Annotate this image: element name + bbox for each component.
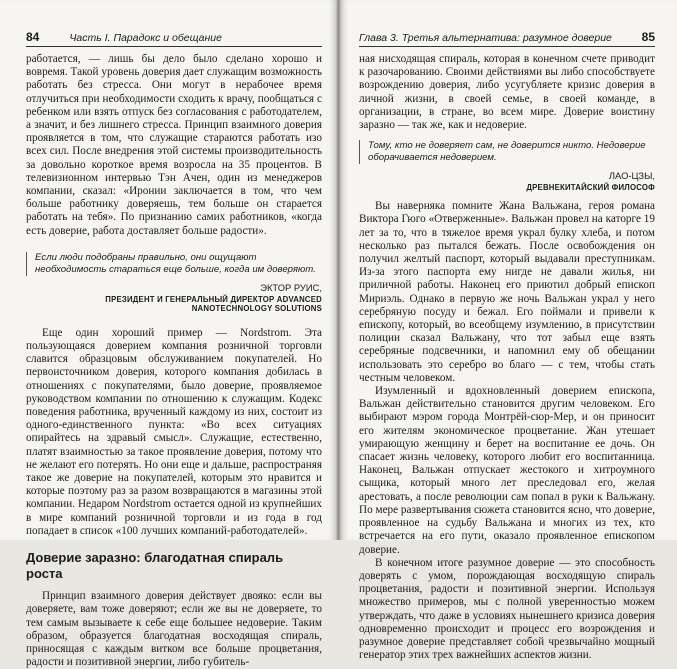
quote-author-role: ДРЕВНЕКИТАЙСКИЙ ФИЛОСОФ: [526, 183, 655, 193]
quote-author-role: ПРЕЗИДЕНТ И ГЕНЕРАЛЬНЫЙ ДИРЕКТОР ADVANCED NANOTECHNOLOGY SOLUTIONS: [105, 294, 322, 313]
epigraph-quote: [359, 140, 655, 192]
section-heading: Доверие заразно: благодатная спираль роста: [26, 550, 284, 582]
page-number: 84: [26, 30, 40, 44]
page-number: 85: [641, 30, 655, 44]
quote-author: ЭКТОР РУИС,: [260, 281, 322, 293]
quote-text: Если люди подобраны правильно, они ощущают необходимость стараться еще больше, когда им доверяют.: [26, 252, 322, 276]
quote-text: Тому, кто не доверяет сам, не доверится никто. Недоверие оборачивается недоверием.: [359, 140, 655, 164]
body-paragraph: Изумленный и вдохновленный доверием епископа, Вальжан действительно становится другим человеком. Его выбирают мэром города Монтрёй-сюр-Мер, и он приносит его жителям экономическое процветание. Жан утешает умирающую женщину и берет на воспитание ее дочь. Он спасает жизнь человеку, которого любит его воспитанница. Наконец, Вальжан отпускает жестокого и хитроумного сыщика, который много лет преследовал его, желая арестовать, а после революции сам попал в руки к Вальжану. По мере развертывания сюжета становится ясно, что доверие, проявленное на судьбу Вальжана и многих из тех, кто встречается на его пути, оказало проявленное епископом доверие.: [359, 385, 655, 556]
body-paragraph: работается, — лишь бы дело было сделано хорошо и вовремя. Такой уровень доверия дает служащим возможность работать без стресса. Они могут в нерабочее время отлучиться при необходимости сходить к врачу, пообщаться с ребенком или взять отпуск без согласования с работодателем, а значит, и без лишнего стресса. Принцип взаимного доверия проявляется в том, что служащие стараются работать изо всех сил. После внедрения этой системы производительность за довольно короткое время возросла на 35 процентов. В телевизионном интервью Тэн Ачен, один из менеджеров компании, сказал: «Иронии заключается в том, что чем больше работнику доверяешь, тем больше он старается работать на тебя». По признанию самих работников, «когда есть доверие, работа доставляет больше радости».: [26, 53, 322, 237]
body-paragraph: Принцип взаимного доверия действует двояко: если вы доверяете, вам тоже доверяют; если же вы не доверяете, то тем самым вызываете к себе еще большее недоверие. Таким образом, образуется благодатная восходящая спираль, приносящая с каждым витком все больше процветания, радости и позитивной энергии, либо губитель-: [26, 590, 322, 669]
left-page-header: [26, 30, 322, 47]
body-paragraph: ная нисходящая спираль, которая в конечном счете приводит к разочарованию. Своими действиями вы либо способствуете возрождению доверия, либо усугубляете кризис доверия в личной жизни, в своей семье, в своей команде, в организации, в стране, во всем мире. Доверие воистину заразно — так же, как и недоверие.: [359, 53, 655, 132]
epigraph-quote: [26, 252, 322, 313]
left-page: [0, 0, 336, 669]
right-page-header: [359, 30, 655, 47]
body-paragraph: В конечном итоге разумное доверие — это способность доверять с умом, порождающая восходящую спираль процветания, радости и позитивной энергии. Используя множество примеров, мы с полной уверенностью можем утверждать, что даже в условиях нынешнего кризиса доверия одновременно происходит и процесс его возрождения и разумное доверие представляет собой чрезвычайно мощный генератор этих трех важнейших аспектов жизни.: [359, 556, 655, 662]
right-page: [341, 0, 677, 662]
running-head: Часть I. Парадокс и обещание: [69, 32, 222, 44]
body-paragraph: Вы наверняка помните Жана Вальжана, героя романа Виктора Гюго «Отверженные». Вальжан провел на каторге 19 лет за то, что в тяжелое время украл булку хлеба, и потом несколько раз пытался бежать. После освобождения он получил желтый паспорт, который выдавали преступникам. Из-за этого паспорта ему нигде не давали жилья, ни приличной работы. Наконец его приютил добрый епископ Мириэль. Однако в первую же ночь Вальжан украл у него серебряную посуду и бежал. Его поймали и привели к епископу, который, во всеобщему изумлению, в присутствии полиции сказал Вальжану, что тот забыл еще взять серебряные подсвечники, и напомнил ему об обещании использовать это серебро во благо — с тем, чтобы стать честным человеком.: [359, 200, 655, 384]
running-head: Глава 3. Третья альтернатива: разумное доверие: [359, 32, 612, 44]
quote-author: ЛАО-ЦЗЫ,: [608, 170, 655, 182]
body-paragraph: Еще один хороший пример — Nordstrom. Эта пользующаяся доверием компания розничной торговли славится образцовым обслуживанием покупателей. Но первоисточником доверия, которого компания добилась в отношениях с покупателями, было доверие, проявляемое руководством компании по отношению к служащим. Кодекс поведения работника, врученный каждому из них, состоит из одного-единственного пункта: «Во всех ситуациях опирайтесь на здравый смысл». Служащие, естественно, платят взаимностью за такое проявление доверия, потому что не желают его потерять. Но они еще и дальше, распространяя такое же доверие на покупателей, которым это нравится и которые поэтому раз за разом возвращаются в магазины этой компании. Недаром Nordstrom остается одной из крупнейших в мире компаний розничной торговли и из года в год попадает в список «100 лучших компаний-работодателей».: [26, 326, 322, 537]
